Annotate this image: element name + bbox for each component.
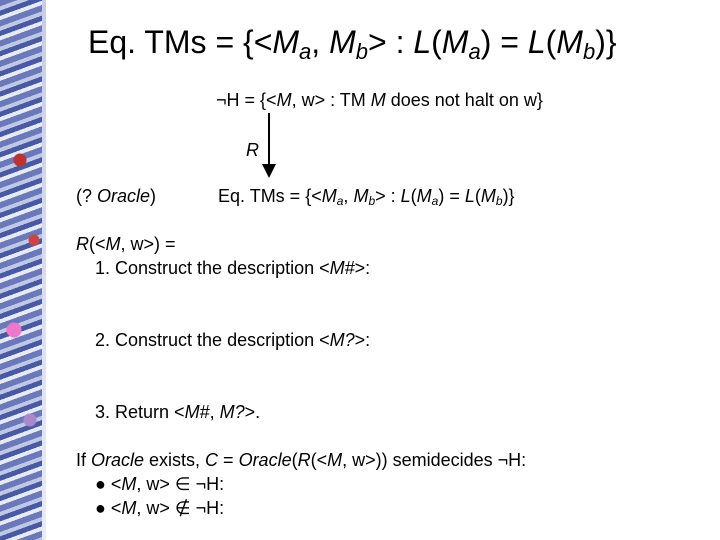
reduction-arrow-head (262, 164, 276, 178)
step-3: 3. Return <M#, M?>. (95, 402, 261, 422)
reduction-definition: R(<M, w>) = (76, 234, 176, 254)
oracle-label: (? Oracle) (76, 186, 157, 206)
reduction-arrow (268, 113, 270, 166)
bullet-not-in-h: ● <M, w> ∉ ¬H: (95, 498, 225, 518)
reduction-label: R (246, 140, 259, 160)
bullet-icon: ● (95, 498, 106, 518)
target-language: Eq. TMs = {$<M_a$, $M_b>$ : $L(M_a) = L(M_b)$} (218, 186, 515, 208)
step-1: 1. Construct the description <M#>: (95, 258, 371, 278)
bullet-icon: ● (95, 474, 106, 494)
decorative-side-strip (0, 0, 46, 540)
bullet-in-h: ● <M, w> ∈ ¬H: (95, 474, 225, 494)
source-language: ¬H = {<M, w> : TM M does not halt on w} (216, 90, 543, 110)
step-2: 2. Construct the description <M?>: (95, 330, 371, 350)
conclusion: If Oracle exists, C = Oracle(R(<M, w>)) semidecides ¬H: (76, 450, 527, 470)
slide-title: Eq. TMs = {$<M_a$, $M_b>$ : $L(M_a) = L(M_b)$} (88, 24, 617, 64)
